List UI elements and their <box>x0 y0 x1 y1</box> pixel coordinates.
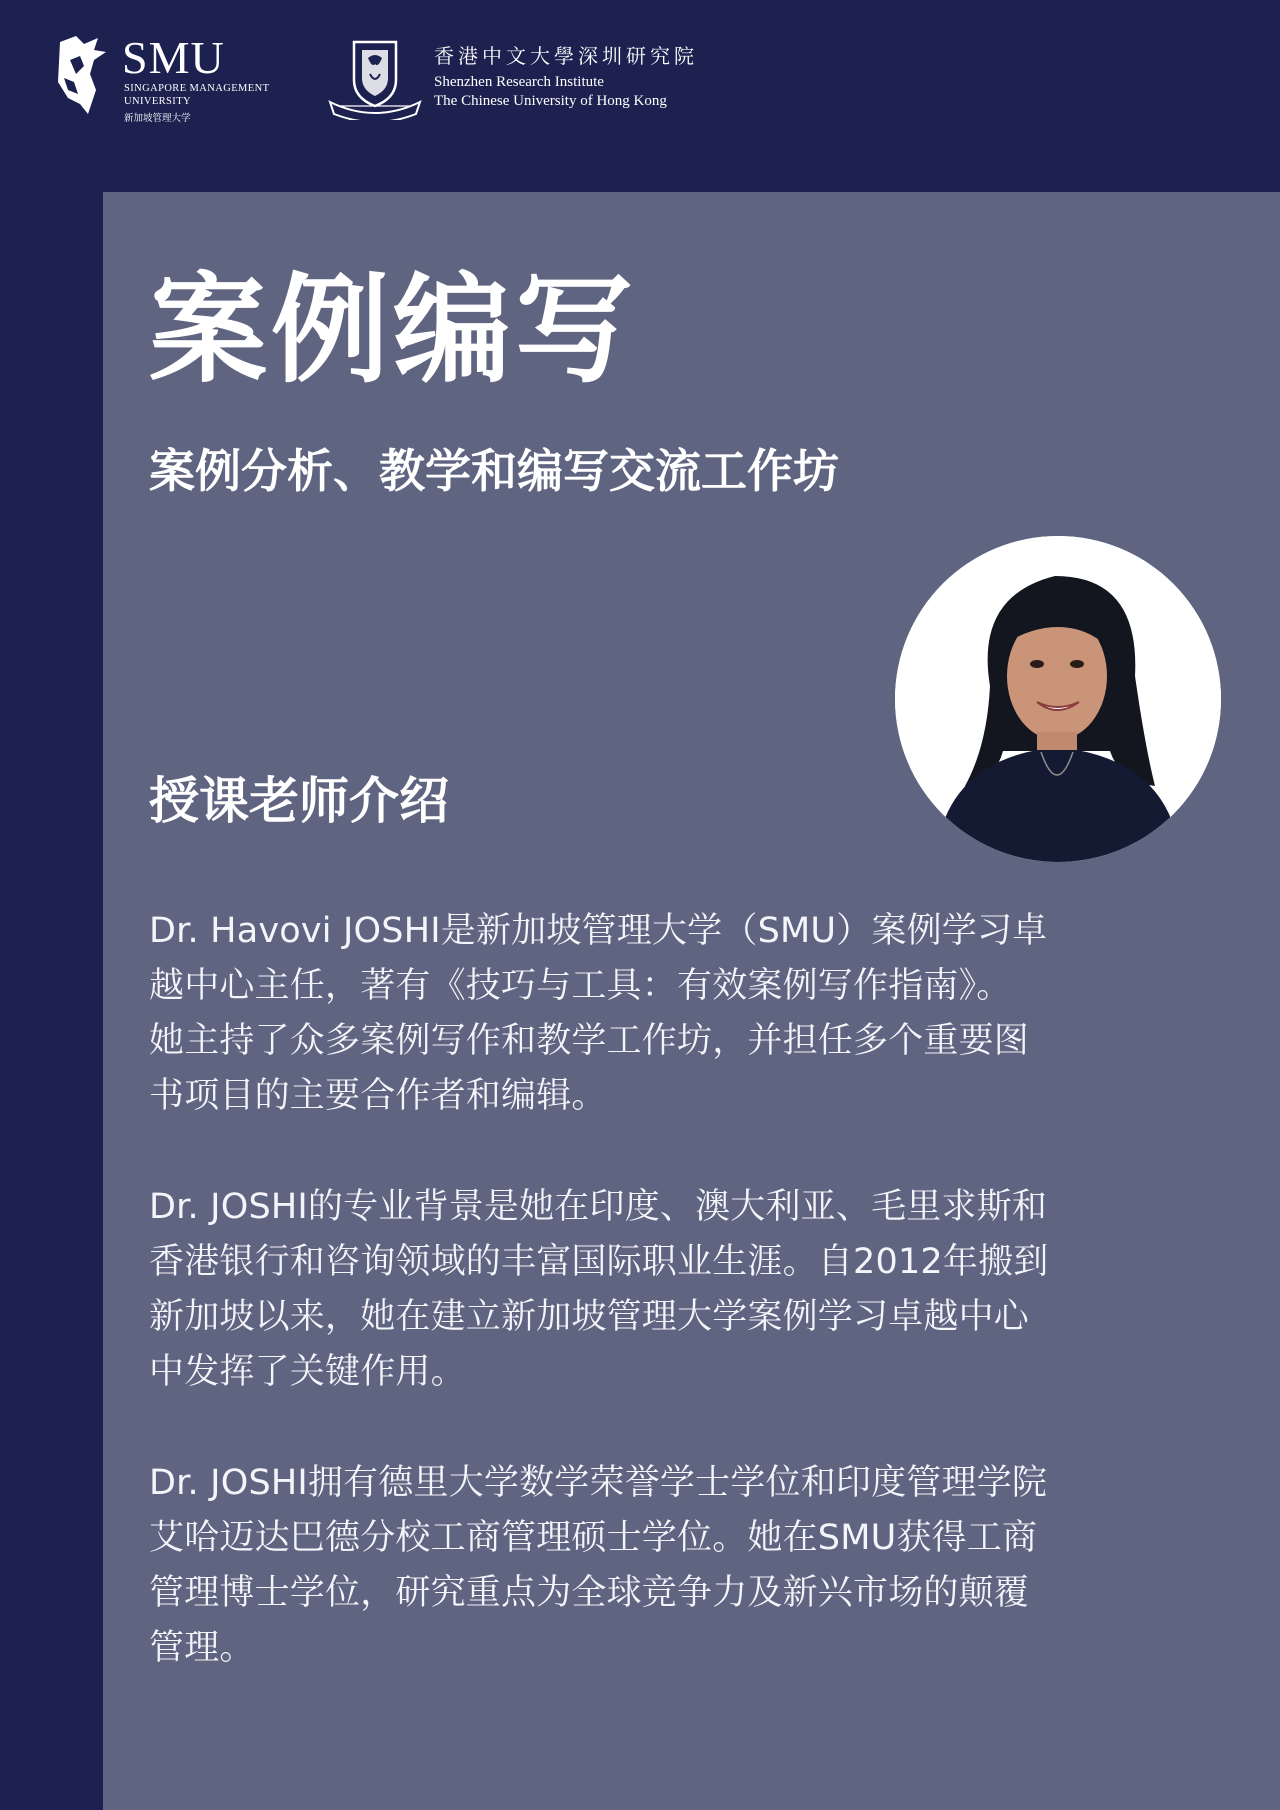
content-panel <box>103 192 1280 1810</box>
instructor-intro-heading: 授课老师介绍 <box>149 772 449 830</box>
smu-fullname-line1: SINGAPORE MANAGEMENT <box>124 83 270 94</box>
page-title: 案例编写 <box>149 261 638 399</box>
bio-paragraph: Dr. JOSHI拥有德里大学数学荣誉学士学位和印度管理学院 艾哈迈达巴德分校工商管理硕士学位。她在SMU获得工商 管理博士学位，研究重点为全球竞争力及新兴市场的颠覆 管理。 <box>149 1463 1048 1668</box>
cuhk-chinese-name: 香港中文大學深圳研究院 <box>434 44 698 68</box>
bio-paragraph: Dr. JOSHI的专业背景是她在印度、澳大利亚、毛里求斯和 香港银行和咨询领域的丰富国际职业生涯。自2012年搬到 新加坡以来，她在建立新加坡管理大学案例学习卓越中心 中发挥了关键作用。 <box>149 1187 1049 1392</box>
page-subtitle: 案例分析、教学和编写交流工作坊 <box>149 444 839 498</box>
instructor-portrait <box>895 536 1221 862</box>
smu-fullname <box>124 82 269 108</box>
cuhk-english-line1: Shenzhen Research Institute <box>434 74 604 90</box>
cuhk-english-name <box>434 73 667 111</box>
cuhk-english-line2: The Chinese University of Hong Kong <box>434 93 667 109</box>
smu-wordmark: SMU <box>122 32 225 83</box>
cuhk-crest-icon <box>326 40 424 120</box>
smu-lion-icon <box>54 34 118 116</box>
instructor-photo-illustration <box>895 536 1221 862</box>
cuhk-logo <box>326 40 726 124</box>
instructor-bio <box>149 904 1149 1732</box>
smu-chinese-name: 新加坡管理大学 <box>124 113 191 124</box>
bio-paragraph: Dr. Havovi JOSHI是新加坡管理大学（SMU）案例学习卓 越中心主任，著有《技巧与工具：有效案例写作指南》。 她主持了众多案例写作和教学工作坊，并担任多个重要图 书项目的主要合作者和编辑。 <box>149 911 1048 1116</box>
header <box>0 0 1280 192</box>
smu-fullname-line2: UNIVERSITY <box>124 96 191 107</box>
smu-logo <box>54 22 294 130</box>
